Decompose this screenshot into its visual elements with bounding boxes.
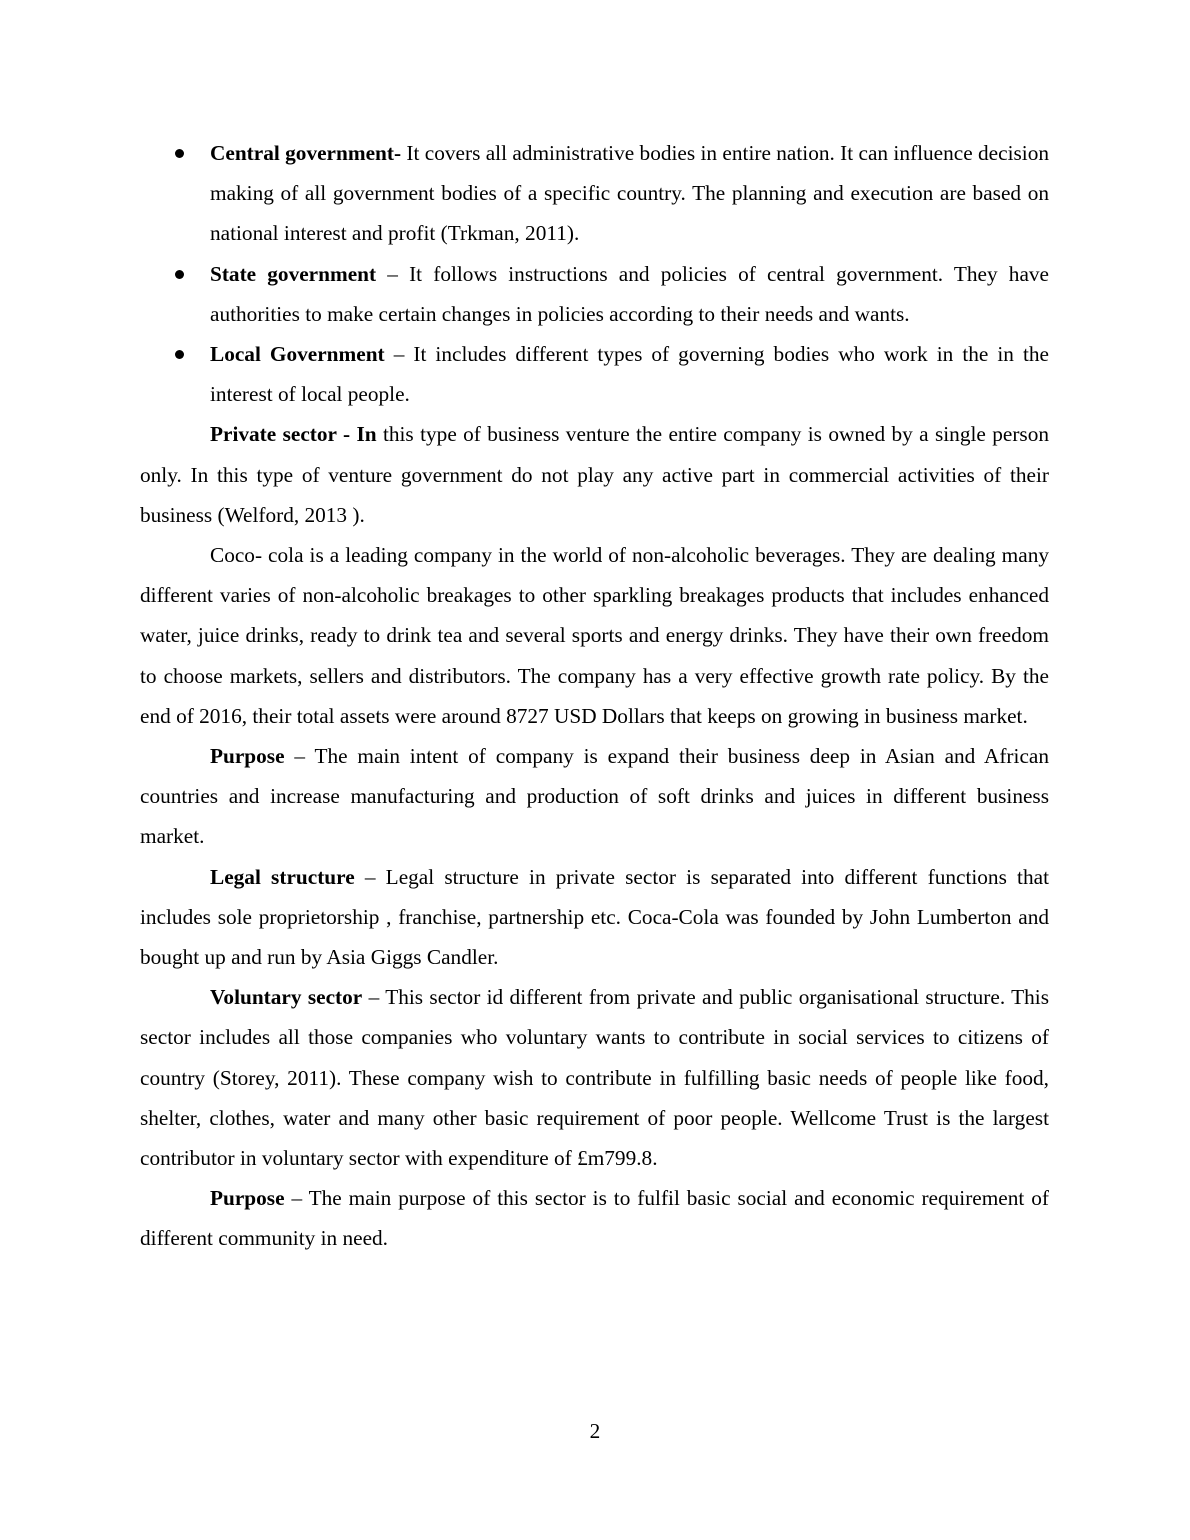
paragraph-voluntary-purpose: [140, 1178, 1049, 1258]
paragraph-heading: Purpose: [210, 1186, 285, 1211]
paragraph-voluntary-sector: [140, 977, 1049, 1178]
paragraph-body: this type of business venture the entire company is owned by a single person only. In this type of venture government do not play any active part in commercial activities of their business (Welford, 2013 ).: [140, 422, 1049, 527]
paragraph-body: – The main intent of company is expand their business deep in Asian and African countries and increase manufacturing and production of soft drinks and juices in different business market.: [140, 744, 1049, 849]
bullet-heading: State government: [210, 261, 377, 286]
paragraph-body: Coco- cola is a leading company in the world of non-alcoholic beverages. They are dealing many different varies of non-alcoholic breakages to other sparkling breakages products that includes enhanced water, juice drinks, ready to drink tea and several sports and energy drinks. They have their own freedom to choose markets, sellers and distributors. The company has a very effective growth rate policy. By the end of 2016, their total assets were around 8727 USD Dollars that keeps on growing in business market.: [140, 543, 1049, 728]
paragraph-heading: Voluntary sector: [210, 985, 363, 1010]
bullet-state-government: [140, 254, 1049, 334]
paragraph-private-purpose: [140, 736, 1049, 857]
government-levels-list: [140, 133, 1049, 414]
paragraph-body: – The main purpose of this sector is to fulfil basic social and economic requirement of different community in need.: [140, 1186, 1049, 1251]
bullet-central-government: [140, 133, 1049, 254]
bullet-icon: [175, 149, 184, 158]
bullet-heading: Central government-: [210, 141, 402, 165]
paragraph-private-sector: [140, 414, 1049, 535]
bullet-heading: Local Government: [210, 342, 385, 367]
bullet-icon: [175, 350, 184, 359]
paragraph-heading: Purpose: [210, 744, 285, 769]
paragraph-heading: Legal structure: [210, 864, 355, 889]
bullet-icon: [175, 270, 184, 279]
bullet-body: – It follows instructions and policies of central government. They have authorities to make certain changes in policies according to their needs and wants.: [210, 261, 1049, 326]
page-number: 2: [589, 1419, 601, 1443]
paragraph-heading: Private sector - In: [210, 422, 377, 447]
paragraph-body: – Legal structure in private sector is separated into different functions that includes sole proprietorship , franchise, partnership etc. Coca-Cola was founded by John Lumberton and bought up and run by Asia Giggs Candler.: [140, 864, 1049, 970]
document-page: [140, 133, 1049, 1259]
bullet-local-government: [140, 334, 1049, 414]
paragraph-coca-cola: [140, 535, 1049, 736]
paragraph-legal-structure: [140, 857, 1049, 978]
bullet-body: It covers all administrative bodies in entire nation. It can influence decision making of all government bodies of a specific country. The planning and execution are based on national interest and profit (Trkman, 2011).: [210, 141, 1049, 246]
paragraph-body: – This sector id different from private and public organisational structure. This sector includes all those companies who voluntary wants to contribute in social services to citizens of country (Storey, 2011). These company wish to contribute in fulfilling basic needs of people like food, shelter, clothes, water and many other basic requirement of poor people. Wellcome Trust is the largest contributor in voluntary sector with expenditure of £m799.8.: [140, 985, 1049, 1171]
bullet-body: – It includes different types of governing bodies who work in the in the interest of local people.: [210, 342, 1050, 407]
